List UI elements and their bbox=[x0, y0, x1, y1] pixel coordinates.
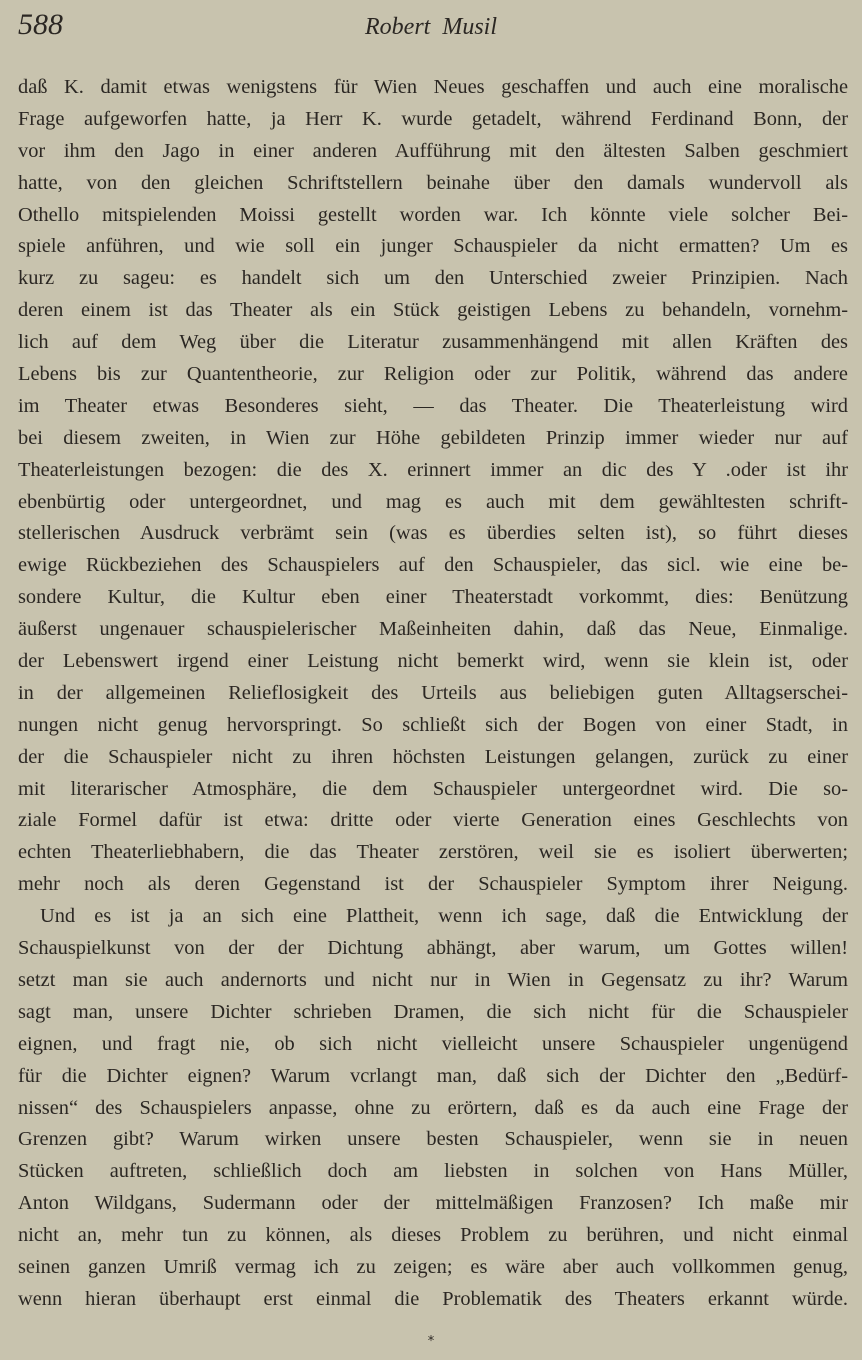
page-number: 588 bbox=[18, 8, 63, 41]
text-line: Stücken auftreten, schließlich doch am liebsten in solchen von Hans Müller, bbox=[18, 1160, 848, 1183]
text-line: lich auf dem Weg über die Literatur zusammenhängend mit allen Kräften des bbox=[18, 331, 848, 354]
text-line: eignen, und fragt nie, ob sich nicht vielleicht unsere Schauspieler ungenügend bbox=[18, 1032, 848, 1055]
text-line: in der allgemeinen Relieflosigkeit des Urteils aus beliebigen guten Alltagserschei- bbox=[18, 681, 848, 704]
text-line: ewige Rückbeziehen des Schauspielers auf den Schauspieler, das sicl. wie eine be- bbox=[18, 554, 848, 577]
text-line: Anton Wildgans, Sudermann oder der mittelmäßigen Franzosen? Ich maße mir bbox=[18, 1192, 848, 1215]
text-line: Theaterleistungen bezogen: die des X. erinnert immer an dic des Y .oder ist ihr bbox=[18, 458, 848, 481]
text-line: ebenbürtig oder untergeordnet, und mag es auch mit dem gewähltesten schrift- bbox=[18, 490, 848, 513]
text-line: nicht an, mehr tun zu können, als dieses Problem zu berühren, und nicht einmal bbox=[18, 1224, 848, 1247]
text-line: setzt man sie auch andernorts und nicht nur in Wien in Gegensatz zu ihr? Warum bbox=[18, 968, 848, 991]
text-line: ziale Formel dafür ist etwa: dritte oder vierte Generation eines Geschlechts von bbox=[18, 809, 848, 832]
text-line: nissen“ des Schauspielers anpasse, ohne zu erörtern, daß es da auch eine Frage der bbox=[18, 1096, 848, 1119]
text-line: Othello mitspielenden Moissi gestellt worden war. Ich könnte viele solcher Bei- bbox=[18, 203, 848, 226]
text-line: Lebens bis zur Quantentheorie, zur Religion oder zur Politik, während das andere bbox=[18, 363, 848, 386]
text-line: äußerst ungenauer schauspielerischer Maßeinheiten dahin, daß das Neue, Einmalige. bbox=[18, 618, 848, 641]
page-header bbox=[18, 6, 844, 46]
text-line: vor ihm den Jago in einer anderen Aufführung mit den ältesten Salben geschmiert bbox=[18, 139, 848, 162]
text-line: nungen nicht genug hervorspringt. So schließt sich der Bogen von einer Stadt, in bbox=[18, 713, 848, 736]
text-line: echten Theaterliebhabern, die das Theater zerstören, weil sie es isoliert überwerten; bbox=[18, 841, 848, 864]
text-line: Schauspielkunst von der der Dichtung abhängt, aber warum, um Gottes willen! bbox=[18, 937, 848, 960]
text-line: im Theater etwas Besonderes sieht, — das Theater. Die Theaterleistung wird bbox=[18, 394, 848, 417]
paragraph-start-line: Und es ist ja an sich eine Plattheit, wenn ich sage, daß die Entwicklung der bbox=[40, 905, 848, 928]
text-line: für die Dichter eignen? Warum vcrlangt man, daß sich der Dichter den „Bedürf- bbox=[18, 1064, 848, 1087]
text-line: deren einem ist das Theater als ein Stück geistigen Lebens zu behandeln, vornehm- bbox=[18, 299, 848, 322]
text-line: hatte, von den gleichen Schriftstellern beinahe über den damals wundervoll als bbox=[18, 171, 848, 194]
text-line: daß K. damit etwas wenigstens für Wien Neues geschaffen und auch eine moralische bbox=[18, 76, 848, 98]
text-line: der Lebenswert irgend einer Leistung nicht bemerkt wird, wenn sie klein ist, oder bbox=[18, 650, 848, 673]
text-line: kurz zu sageu: es handelt sich um den Unterschied zweier Prinzipien. Nach bbox=[18, 267, 848, 290]
text-line: Grenzen gibt? Warum wirken unsere besten Schauspieler, wenn sie in neuen bbox=[18, 1128, 848, 1151]
body-text bbox=[18, 72, 848, 1316]
text-line: seinen ganzen Umriß vermag ich zu zeigen; es wäre aber auch vollkommen genug, bbox=[18, 1255, 848, 1278]
text-line: mehr noch als deren Gegenstand ist der Schauspieler Symptom ihrer Neigung. bbox=[18, 873, 848, 896]
text-line: wenn hieran überhaupt erst einmal die Problematik des Theaters erkannt würde. bbox=[18, 1287, 848, 1310]
text-line: stellerischen Ausdruck verbrämt sein (was es überdies selten ist), so führt dieses bbox=[18, 522, 848, 545]
text-line: sondere Kultur, die Kultur eben einer Theaterstadt vorkommt, dies: Benützung bbox=[18, 586, 848, 609]
section-ornament-asterisk: * bbox=[427, 1334, 435, 1349]
text-line: der die Schauspieler nicht zu ihren höchsten Leistungen gelangen, zurück zu einer bbox=[18, 745, 848, 768]
text-line: bei diesem zweiten, in Wien zur Höhe gebildeten Prinzip immer wieder nur auf bbox=[18, 426, 848, 449]
running-head-author: Robert Musil bbox=[365, 14, 497, 40]
text-line: Frage aufgeworfen hatte, ja Herr K. wurde getadelt, während Ferdinand Bonn, der bbox=[18, 107, 848, 130]
text-line: sagt man, unsere Dichter schrieben Dramen, die sich nicht für die Schauspieler bbox=[18, 1000, 848, 1023]
text-line: mit literarischer Atmosphäre, die dem Schauspieler untergeordnet wird. Die so- bbox=[18, 777, 848, 800]
text-line: spiele anführen, und wie soll ein junger Schauspieler da nicht ermatten? Um es bbox=[18, 235, 848, 258]
